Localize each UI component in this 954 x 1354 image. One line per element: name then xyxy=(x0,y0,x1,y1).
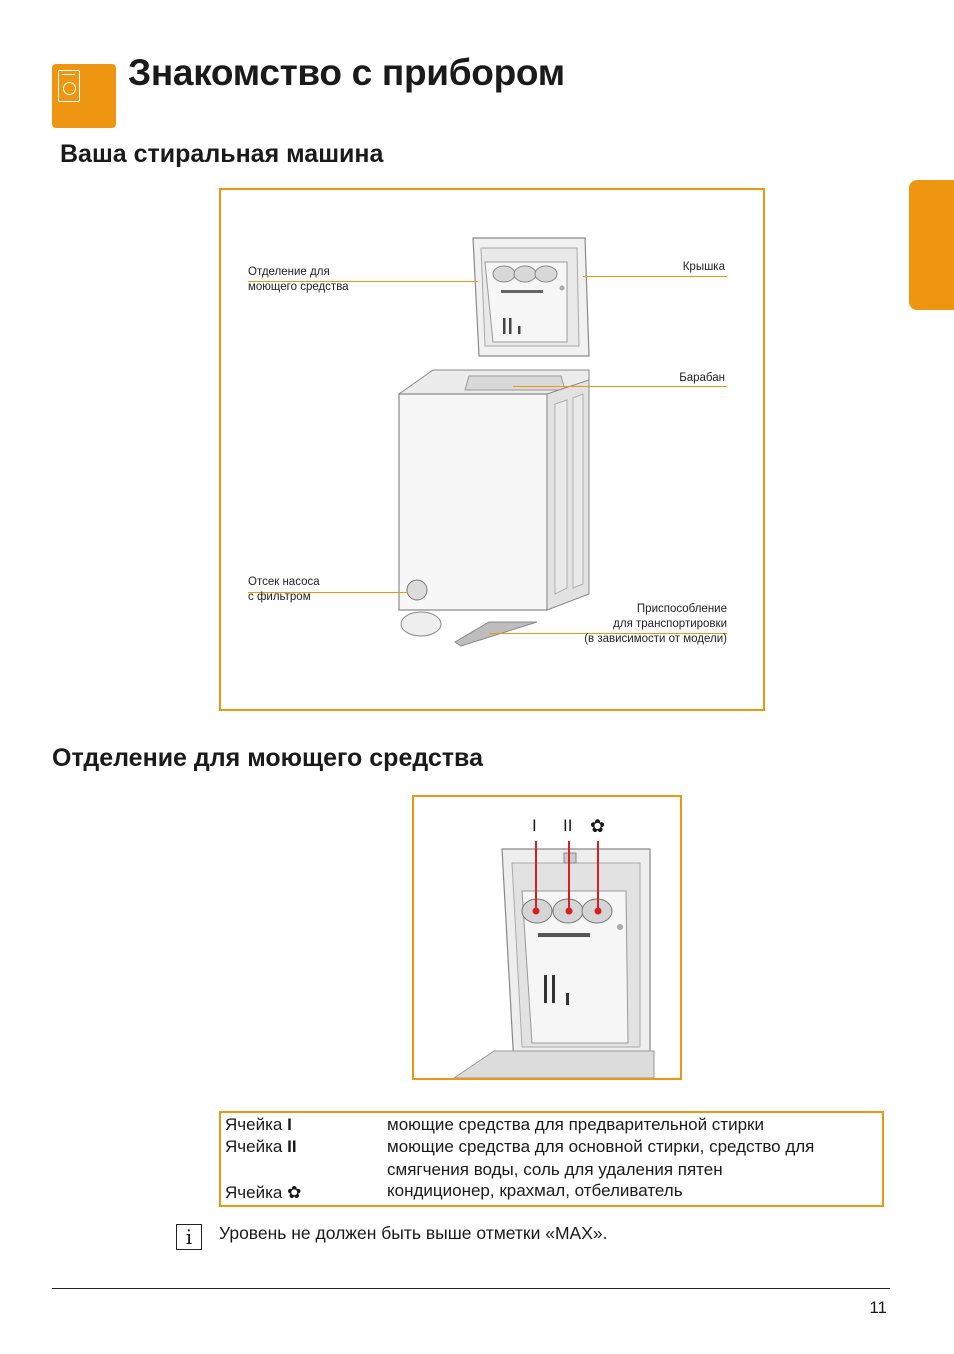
dispenser-figure xyxy=(412,795,682,1080)
flower-icon: ✿ xyxy=(590,816,606,836)
max-level-note: Уровень не должен быть выше отметки «MAX». xyxy=(219,1223,608,1243)
legend-label-3: Ячейка xyxy=(225,1183,283,1202)
compartment-mark-2: II xyxy=(563,816,573,835)
legend-row-1-label xyxy=(225,1113,292,1136)
dispenser-illustration xyxy=(414,797,680,1078)
legend-row-3-label xyxy=(225,1181,301,1204)
legend-label-1: Ячейка xyxy=(225,1115,283,1134)
page-title: Знакомство с прибором xyxy=(128,52,565,93)
legend-mark-2: II xyxy=(287,1137,297,1156)
callout-detergent-compartment xyxy=(248,265,349,295)
footer-rule xyxy=(52,1288,890,1289)
legend-desc-2: моющие средства для основной стирки, средство для смягчения воды, соль для удаления пятен xyxy=(387,1137,815,1179)
callout-pump-compartment xyxy=(248,575,320,605)
callout-transport-device xyxy=(521,602,727,647)
callout-transport-text: Приспособление для транспортировки (в зависимости от модели) xyxy=(584,603,727,645)
legend-desc-1: моющие средства для предварительной стирки xyxy=(387,1115,764,1134)
page-number: 11 xyxy=(869,1298,887,1317)
section-heading-dispenser: Отделение для моющего средства xyxy=(52,744,483,772)
callout-lid: Крышка xyxy=(682,261,725,273)
washing-machine-icon xyxy=(52,64,116,128)
legend-mark-1: I xyxy=(287,1115,292,1134)
section-tab-marker xyxy=(909,180,954,310)
callout-detergent-text: Отделение для моющего средства xyxy=(248,266,349,293)
flower-icon: ✿ xyxy=(287,1183,302,1202)
callout-drum: Барабан xyxy=(679,372,725,384)
section-heading-machine: Ваша стиральная машина xyxy=(60,140,384,168)
compartment-legend xyxy=(219,1111,884,1207)
legend-row-2-label xyxy=(225,1135,297,1158)
machine-figure xyxy=(219,188,765,711)
legend-desc-3: кондиционер, крахмал, отбеливатель xyxy=(387,1181,683,1200)
compartment-mark-1: I xyxy=(532,816,537,835)
legend-label-2: Ячейка xyxy=(225,1137,283,1156)
info-icon: i xyxy=(176,1224,202,1250)
callout-pump-text: Отсек насоса с фильтром xyxy=(248,576,320,603)
